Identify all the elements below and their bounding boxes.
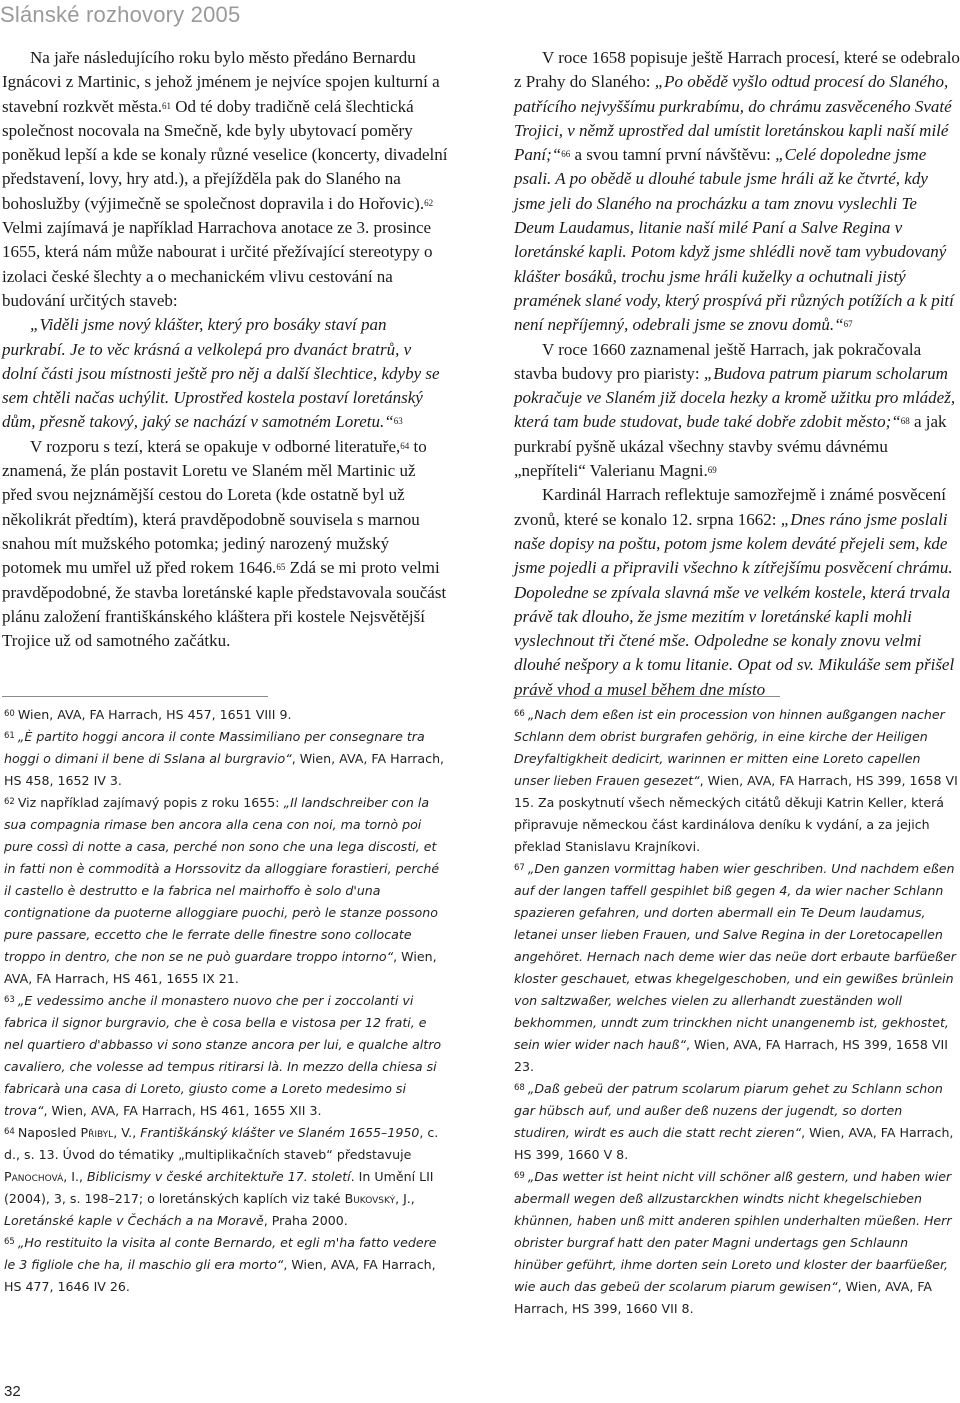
footnote-number: 62 <box>4 797 15 807</box>
footnote-ref[interactable]: 62 <box>424 197 434 208</box>
footnote-text: , Wien, AVA, FA Harrach, HS 461, 1655 IX 21. <box>4 949 437 986</box>
footnote-number: 61 <box>4 731 15 741</box>
footnote <box>4 704 448 726</box>
text-run: V rozporu s tezí, která se opakuje v odborné literatuře, <box>30 436 401 456</box>
footnote <box>514 1078 958 1166</box>
footnote-number: 64 <box>4 1127 15 1137</box>
text-run: Od té doby tradičně celá šlechtická společnost nocovala na Smečně, kde byly ubytovací poměry poněkud lepší a kde se konaly různé veselice (koncerty, divadelní představení, lovy, hry atd.), a přejížděla pak do Slaného na bohoslužby (výjimečně se společnost dopravila i do Hořovic). <box>2 96 448 213</box>
footnote-text: , Wien, AVA, FA Harrach, HS 399, 1660 V 8. <box>514 1125 954 1162</box>
quotation <box>2 313 449 434</box>
paragraph <box>2 46 449 313</box>
footnote-text: , J., <box>395 1191 415 1206</box>
footnote-quote: „Nach dem eßen ist ein procession von hinnen außgangen nacher Schlann dem obrist burgrafen gehörig, in eine kirche der Heiligen Dreyfaltigkheit dedicirt, warinnen er mitten eine Loreto capellen unser lieben Frauen gesezet“ <box>514 707 945 788</box>
footnote-ref[interactable]: 66 <box>561 149 571 160</box>
footnote <box>4 990 448 1122</box>
footnote-quote: „Den ganzen vormittag haben wier geschriben. Und nachdem eßen auf der langen taffell gespihlet biß gegen 4, da wier nacher Schlann spazieren gefahren, und dorten abermall ein Te Deum laudamus, letanei unser lieben Frauen, und Salve Regina in der Loretocapellen angehöret. Hernach nach deme wier das neüe dort erbaute barfüeßer kloster geschauet, etwas khegelgeschoben, und ein gewißes brünlein von saltzwaßer, welches vielen zu allerhandt zueständen woll bekhommen, unndt zum trinckhen nicht unangenemb ist, gekhostet, sein wier wider nach hauß“ <box>514 861 956 1052</box>
footnote-number: 65 <box>4 1237 15 1247</box>
footnote <box>4 1122 448 1232</box>
footnote <box>514 704 958 858</box>
right-text-column <box>514 46 960 702</box>
footnote-text: Naposled <box>17 1125 81 1140</box>
footnote <box>4 792 448 990</box>
quote-text: „Celé dopoledne jsme psali. A po obědě u dlouhé tabule jsme hráli až ke čtvrté, kdy jsme jeli do Slaného na procházku a tam znovu vyslechli Te Deum Laudamus, litanie naší milé Paní a Salve Regina v loretánské kapli. Potom když jsme shlédli nově tam vybudovaný klášter bosáků, trochu jsme hráli kuželky a ochutnali jistý pramének slané vody, který prospívá při různých potížích a k pití není nepříjemný, odebrali jsme se znovu domů.“ <box>514 145 954 335</box>
paragraph <box>514 338 960 484</box>
footnote-quote: „Il landschreiber con la sua compagnia rimase ben ancora alla cena con noi, ma tornò poi pure cossì di notte a casa, perché non sono che una lega discosti, et in fatti non è commodità a Horssovitz da alloggiare forastieri, perché il castello è destrutto e la fabrica nel mairhoffo è solo d'una contignatione da puoterne alloggiare puochi, però le stanze possono pure passare, eccetto che le ferrate delle finestre sono collocate troppo in dentro, che non se ne può guardare troppo intorno“ <box>4 795 440 964</box>
footnote-ref[interactable]: 65 <box>276 562 286 573</box>
footnote-text: , Wien, AVA, FA Harrach, HS 461, 1655 XII 3. <box>43 1103 322 1118</box>
quote-text: „Dnes ráno jsme poslali naše dopisy na poštu, potom jsme kolem deváté přejeli sem, kde jsme pojedli a připravili všechno k zítřejšímu posvěcení chrámu. Dopoledne se zpívala slavná mše ve velkém kostele, která trvala právě tak dlouho, že jsme mezitím v loretánské kapli mohli vyslechnout tři čtené mše. Odpoledne se konaly znovu velmi dlouhé nešpory a k tomu litanie. Opat od sv. Mikuláše sem přišel právě vhod a musel během dne místo <box>514 509 955 699</box>
author-name: Panochová <box>4 1169 64 1184</box>
left-text-column <box>2 46 449 653</box>
footnote <box>514 1166 958 1320</box>
text-run: Na jaře následujícího roku bylo město předáno Bernardu Ignácovi z Martinic, s jehož jménem je nejvíce spojen kulturní a stavební rozkvět města. <box>2 48 440 116</box>
paragraph <box>514 46 960 338</box>
footnote-quote: „Das wetter ist heint nicht vill schöner alß gestern, und haben wier abermall wegen deß allzustarckhen windts nicht khegelschieben khünnen, haben unß mitt anderen spihlen underhalten müeßen. Herr obrister burgraf hatt den pater Magni undertags gen Schlaunn hinüber geführt, ihme dorten sein Loreto und kloster der baarfüeßer, wie auch das gebeü der scolarum piarum gewisen“ <box>514 1169 952 1294</box>
footnote-quote: „E vedessimo anche il monastero nuovo che per i zoccolanti vi fabrica il signor burgravio, che è cosa bella e vistosa per 12 frati, e nel quartiero d'abbasso vi sono stanze ancora per lui, e qualche altro cavaliero, che volesse ad tempus ritirarsi là. In mezzo della chiesa si fabricarà una casa di Loreto, giusto come a Loreto medesimo si trova“ <box>4 993 442 1118</box>
footnote-separator <box>514 696 780 697</box>
footnote-number: 63 <box>4 995 15 1005</box>
book-title: Loretánské kaple v Čechách a na Moravě <box>4 1213 264 1228</box>
footnote-number: 66 <box>514 709 525 719</box>
footnote-text: . In Umění LII (2004), 3, s. 198–217; o loretánských kaplích viz také <box>4 1169 434 1206</box>
footnote-text: , Wien, AVA, FA Harrach, HS 458, 1652 IV 3. <box>4 751 445 788</box>
footnote <box>514 858 958 1078</box>
footnote-text: Wien, AVA, FA Harrach, HS 457, 1651 VIII 9. <box>17 707 292 722</box>
text-run: V roce 1658 popisuje ještě Harrach procesí, které se odebralo z Prahy do Slaného: <box>514 48 960 92</box>
footnote-ref[interactable]: 68 <box>900 416 910 427</box>
footnote-number: 68 <box>514 1083 525 1093</box>
text-run: to znamená, že plán postavit Loretu ve Slaném měl Martinic už před svou nejznámější cestou do Loreta (kde ostatně byl už několikrát předtím), která pravděpodobně souvisela s marnou snahou mít mužského potomka; jediný narozený mužský potomek mu umřel už před rokem 1646. <box>2 436 427 578</box>
footnote-text: , I., <box>63 1169 88 1184</box>
footnote-text: , Praha 2000. <box>263 1213 348 1228</box>
footnote-ref[interactable]: 67 <box>843 319 853 330</box>
footnote-ref[interactable]: 69 <box>707 465 717 476</box>
page-number: 32 <box>4 1383 21 1400</box>
paragraph <box>514 483 960 702</box>
footnote-text: , V., <box>113 1125 141 1140</box>
footnote-ref[interactable]: 61 <box>162 100 172 111</box>
footnotes-left <box>4 704 448 1298</box>
footnote-text: , Wien, AVA, FA Harrach, HS 477, 1646 IV 26. <box>4 1257 436 1294</box>
author-name: Přibyl <box>80 1125 114 1140</box>
text-run: Kardinál Harrach reflektuje samozřejmě i známé posvěcení zvonů, které se konalo 12. srpna 1662: <box>514 485 947 529</box>
quote-text: „Po obědě vyšlo odtud procesí do Slaného, patřícího nejvyššímu purkrabímu, do chrámu zasvěceného Svaté Trojici, v němž uprostřed dal umístit loretánskou kapli naší milé Paní;“ <box>514 72 952 165</box>
footnote <box>4 1232 448 1298</box>
footnote <box>4 726 448 792</box>
footnote-quote: „È partito hoggi ancora il conte Massimiliano per consegnare tra hoggi o dimani il bene di Sslana al burgravio“ <box>4 729 425 766</box>
text-run: a jak purkrabí pyšně ukázal všechny stavby svému dávnému „nepříteli“ Valerianu Magni. <box>514 412 947 481</box>
paragraph <box>2 435 449 654</box>
text-run: V roce 1660 zaznamenal ještě Harrach, jak pokračovala stavba budovy pro piaristy: <box>514 339 922 383</box>
quote-text: „Budova patrum piarum scholarum pokračuje ve Slaném již docela hezky a kromě užitku pro mládež, která tam bude studovat, bude také dobře zdobit město;“ <box>514 363 956 432</box>
book-title: Biblicismy v české architektuře 17. století <box>87 1169 351 1184</box>
footnote-text: , Wien, AVA, FA Harrach, HS 399, 1660 VII 8. <box>514 1279 933 1316</box>
quote-text: „Viděli jsme nový klášter, který pro bosáky staví pan purkrabí. Je to věc krásná a velkolepá pro dvanáct bratrů, v dolní části jsou místnosti ještě pro něj a další šlechtice, kdyby se sem chtěli načas uchýlit. Uprostřed kostela postaví loretánský dům, přesně takový, jaký se nachází v samotném Loretu.“ <box>2 315 440 432</box>
footnote-quote: „Daß gebeü der patrum scolarum piarum gehet zu Schlann schon gar hübsch auf, und außer deß nuzens der jugendt, so dorten studiren, wirdt es auch die statt recht zieren“ <box>514 1081 943 1140</box>
footnote-text: , Wien, AVA, FA Harrach, HS 399, 1658 VI 15. Za poskytnutí všech německých citátů děkuji Katrin Keller, která připravuje německou část kardinálova deníku k vydání, a za jejich překlad Stanislavu Krajníkovi. <box>514 773 958 854</box>
book-title: Františkánský klášter ve Slaném 1655–1950 <box>140 1125 420 1140</box>
footnote-quote: „Ho restituito la visita al conte Bernardo, et egli m'ha fatto vedere le 3 figliole che ha, il maschio gli era morto“ <box>4 1235 437 1272</box>
footnote-ref[interactable]: 64 <box>400 440 410 451</box>
footnote-ref[interactable]: 63 <box>393 416 403 427</box>
text-run: Velmi zajímavá je například Harrachova anotace ze 3. prosince 1655, která nám může nabourat i určité přežívající stereotypy o izolaci české šlechty a o mechanickém vlivu cestování na budování určitých staveb: <box>2 218 433 310</box>
author-name: Bukovský <box>344 1191 396 1206</box>
footnote-text: Viz například zajímavý popis z roku 1655: <box>17 795 284 810</box>
text-run: Zdá se mi proto velmi pravděpodobné, že stavba loretánské kaple představovala součást plánu založení františkánského kláštera při kostele Nejsvětější Trojice už od samotného začátku. <box>2 558 447 651</box>
footnote-number: 67 <box>514 863 525 873</box>
footnote-number: 60 <box>4 709 15 719</box>
running-header: Slánské rozhovory 2005 <box>0 2 241 27</box>
footnotes-right <box>514 704 958 1320</box>
footnote-number: 69 <box>514 1171 525 1181</box>
footnote-text: , c. d., s. 13. Úvod do tématiky „multiplikačních staveb“ představuje <box>4 1125 439 1162</box>
text-run: a svou tamní první návštěvu: <box>570 145 776 165</box>
footnote-text: , Wien, AVA, FA Harrach, HS 399, 1658 VII 23. <box>514 1037 948 1074</box>
footnote-separator <box>2 696 268 697</box>
